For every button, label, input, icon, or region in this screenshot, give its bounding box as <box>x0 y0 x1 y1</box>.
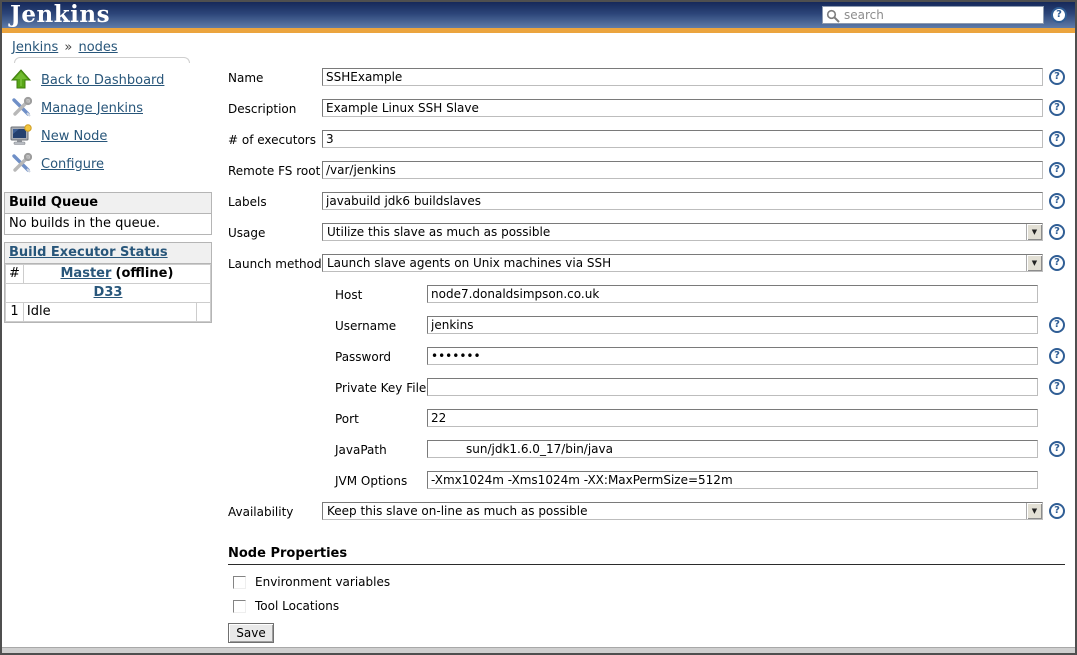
help-slot <box>1043 347 1065 364</box>
select-value: Launch slave agents on Unix machines via SSH <box>327 256 612 270</box>
help-icon[interactable]: ? <box>1049 162 1065 178</box>
help-slot <box>1043 440 1065 457</box>
select-value: Utilize this slave as much as possible <box>327 225 551 239</box>
sidebar-item-label[interactable]: Manage Jenkins <box>41 100 143 116</box>
field-label: Private Key File <box>335 381 427 395</box>
build-queue-empty-message: No builds in the queue. <box>9 216 160 231</box>
sidebar <box>4 57 212 323</box>
form-row <box>228 378 1065 396</box>
form-row <box>228 347 1065 365</box>
help-slot <box>1043 254 1065 271</box>
footer-bar <box>2 647 1075 653</box>
field-control <box>427 378 1038 396</box>
number-column-header: # <box>6 265 24 284</box>
field-label: Name <box>228 71 264 85</box>
field-label: Username <box>335 319 397 333</box>
form-fields <box>228 68 1065 520</box>
master-cell <box>23 265 210 284</box>
build-executor-status-link[interactable]: Build Executor Status <box>9 245 168 260</box>
up-arrow-icon <box>10 68 32 93</box>
field-label: Launch method <box>228 257 322 271</box>
field-select[interactable] <box>322 502 1043 520</box>
field-control <box>322 99 1043 117</box>
field-control <box>427 471 1038 489</box>
breadcrumb-nodes-link[interactable]: nodes <box>78 40 118 55</box>
search-area <box>822 6 1067 24</box>
help-icon[interactable]: ? <box>1049 193 1065 209</box>
build-executor-status-panel <box>4 242 212 323</box>
field-label: # of executors <box>228 133 316 147</box>
field-label: Description <box>228 102 297 116</box>
field-label: Usage <box>228 226 266 240</box>
form-row <box>228 471 1065 489</box>
field-label: Availability <box>228 505 294 519</box>
field-control <box>427 285 1038 303</box>
help-icon[interactable]: ? <box>1049 503 1065 519</box>
help-slot <box>1043 316 1065 333</box>
node-config-form <box>228 59 1065 643</box>
field-control <box>427 316 1038 334</box>
field-control <box>427 409 1038 427</box>
tool-locations-option <box>233 599 1065 613</box>
tool-locations-checkbox[interactable] <box>233 600 246 613</box>
field-control <box>322 223 1043 241</box>
field-input[interactable] <box>322 130 1043 148</box>
help-icon[interactable]: ? <box>1049 69 1065 85</box>
field-input[interactable] <box>427 316 1038 334</box>
field-input[interactable] <box>427 285 1038 303</box>
field-select[interactable] <box>322 223 1043 241</box>
sidebar-item-back-to-dashboard[interactable] <box>4 66 212 94</box>
field-control <box>427 347 1038 365</box>
help-icon[interactable]: ? <box>1049 379 1065 395</box>
table-row <box>6 284 211 303</box>
field-control <box>322 161 1043 179</box>
form-row <box>228 440 1065 458</box>
help-icon[interactable]: ? <box>1049 131 1065 147</box>
tools-icon <box>10 152 32 177</box>
search-help-icon[interactable]: ? <box>1051 7 1067 23</box>
form-row <box>228 285 1065 303</box>
help-icon[interactable]: ? <box>1049 348 1065 364</box>
field-select[interactable] <box>322 254 1043 272</box>
field-input[interactable] <box>427 440 1038 458</box>
help-icon[interactable]: ? <box>1049 441 1065 457</box>
field-label: Remote FS root <box>228 164 321 178</box>
sidebar-item-label[interactable]: Back to Dashboard <box>41 72 165 88</box>
help-slot <box>1043 502 1065 519</box>
search-box <box>822 6 1044 24</box>
jenkins-logo[interactable]: Jenkins <box>10 1 111 28</box>
executor-status: Idle <box>23 303 196 322</box>
field-input[interactable] <box>322 99 1043 117</box>
form-row <box>228 223 1065 241</box>
sidebar-item-configure[interactable] <box>4 150 212 178</box>
executor-action-cell <box>197 303 211 322</box>
field-label: Port <box>335 412 359 426</box>
field-input[interactable] <box>322 68 1043 86</box>
chevron-down-icon[interactable]: ▼ <box>1026 503 1042 519</box>
executor-number: 1 <box>6 303 24 322</box>
form-row <box>228 192 1065 210</box>
build-queue-panel <box>4 192 212 235</box>
master-link[interactable]: Master <box>60 266 112 281</box>
table-row <box>6 303 211 322</box>
help-icon[interactable]: ? <box>1049 317 1065 333</box>
node-properties-section <box>228 546 1065 643</box>
field-label: Password <box>335 350 392 364</box>
form-row <box>228 316 1065 334</box>
help-slot <box>1043 378 1065 395</box>
sidebar-item-new-node[interactable] <box>4 122 212 150</box>
field-input[interactable] <box>427 347 1038 365</box>
breadcrumb-jenkins-link[interactable]: Jenkins <box>12 40 59 55</box>
help-icon[interactable]: ? <box>1049 100 1065 116</box>
sidebar-item-label[interactable]: Configure <box>41 156 105 172</box>
form-row <box>228 161 1065 179</box>
help-icon[interactable]: ? <box>1049 224 1065 240</box>
form-row <box>228 502 1065 520</box>
help-slot <box>1043 161 1065 178</box>
chevron-down-icon[interactable]: ▼ <box>1026 224 1042 240</box>
field-label: JavaPath <box>335 443 387 457</box>
master-offline-state: (offline) <box>115 266 174 281</box>
save-button[interactable]: Save <box>228 623 274 643</box>
field-control <box>322 192 1043 210</box>
field-input[interactable] <box>322 192 1043 210</box>
computer-icon <box>10 124 32 149</box>
breadcrumb-separator: » <box>64 40 73 55</box>
form-row <box>228 99 1065 117</box>
form-row <box>228 409 1065 427</box>
top-bar <box>2 2 1075 28</box>
field-input[interactable] <box>322 161 1043 179</box>
node-properties-title: Node Properties <box>228 546 1065 565</box>
chevron-down-icon[interactable]: ▼ <box>1026 255 1042 271</box>
build-executor-status-title <box>5 243 211 264</box>
table-row <box>6 265 211 284</box>
help-slot <box>1043 99 1065 116</box>
help-icon[interactable]: ? <box>1049 255 1065 271</box>
sidebar-item-manage-jenkins[interactable] <box>4 94 212 122</box>
slave-node-link[interactable]: D33 <box>93 285 123 300</box>
tasks-panel-top-border <box>14 57 190 63</box>
help-slot <box>1043 223 1065 240</box>
select-value: Keep this slave on-line as much as possible <box>327 504 588 518</box>
help-slot <box>1043 409 1065 426</box>
search-input[interactable] <box>822 6 1044 24</box>
help-slot <box>1043 471 1065 488</box>
help-slot <box>1043 192 1065 209</box>
checkbox-label: Environment variables <box>255 575 391 589</box>
checkbox-label: Tool Locations <box>255 599 340 613</box>
help-slot <box>1043 68 1065 85</box>
build-queue-title: Build Queue <box>5 193 211 214</box>
field-input[interactable] <box>427 409 1038 427</box>
field-control <box>322 502 1043 520</box>
field-control <box>322 68 1043 86</box>
field-control <box>427 440 1038 458</box>
form-row <box>228 254 1065 272</box>
field-control <box>322 130 1043 148</box>
sidebar-item-label[interactable]: New Node <box>41 128 108 144</box>
field-label: Labels <box>228 195 267 209</box>
field-input[interactable] <box>427 378 1038 396</box>
tools-icon <box>10 96 32 121</box>
field-label: JVM Options <box>335 474 408 488</box>
help-slot <box>1043 285 1065 302</box>
field-label: Host <box>335 288 363 302</box>
slave-cell <box>6 284 211 303</box>
form-row <box>228 130 1065 148</box>
help-slot <box>1043 130 1065 147</box>
field-control <box>322 254 1043 272</box>
form-row <box>228 68 1065 86</box>
environment-variables-checkbox[interactable] <box>233 576 246 589</box>
environment-variables-option <box>233 575 1065 589</box>
field-input[interactable] <box>427 471 1038 489</box>
